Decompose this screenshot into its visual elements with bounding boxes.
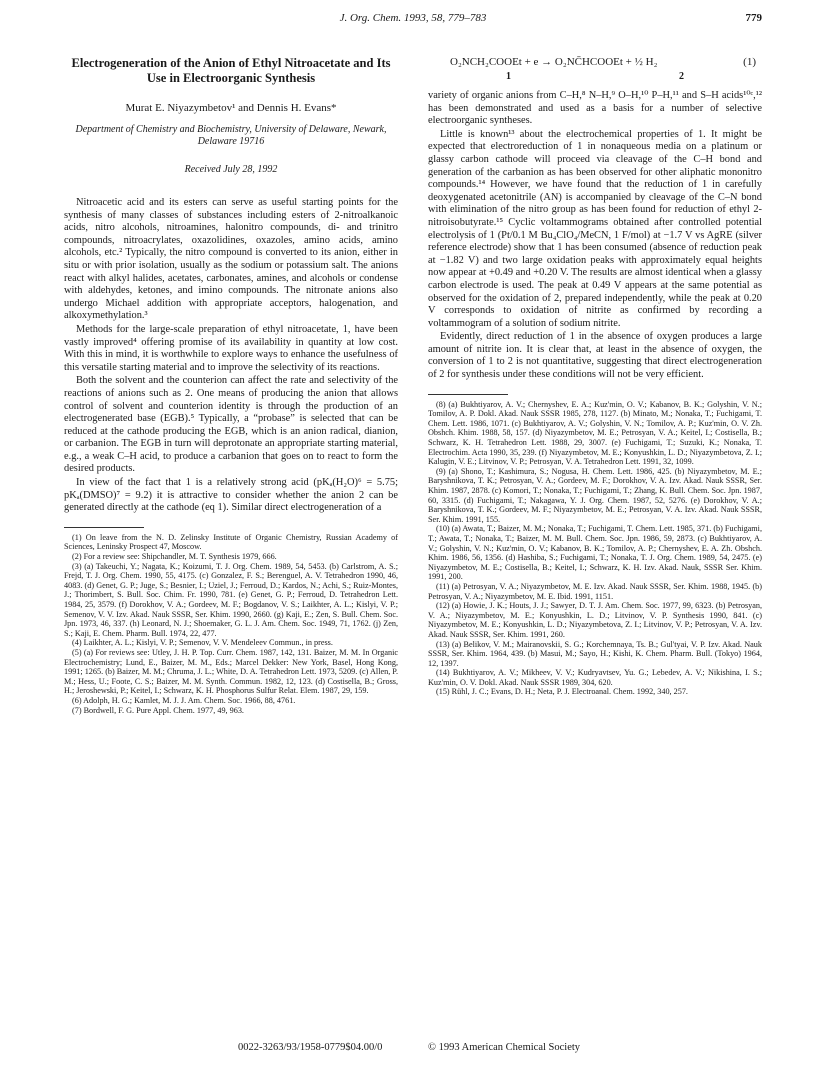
left-column <box>64 56 398 715</box>
article-title: Electrogeneration of the Anion of Ethyl Nitroacetate and Its Use in Electroorganic Synthesis <box>71 56 391 85</box>
compound-label-1: 1 <box>506 71 511 82</box>
footnote: (2) For a review see: Shipchandler, M. T. Synthesis 1979, 666. <box>72 552 277 562</box>
right-column <box>428 56 762 697</box>
footnote: (4) Laikhter, A. L.; Kislyi, V. P.; Semenov, V. V. Mendeleev Commun., in press. <box>72 638 333 648</box>
footnote: (14) Bukhtiyarov, A. V.; Mikheev, V. V.; Kudryavtsev, Yu. G.; Lebedev, A. V.; Nikishina, I. S.; Kuz'min, O. V. Dokl. Akad. Nauk SSSR 1989, 304, 620. <box>428 668 762 687</box>
footnote-divider <box>428 394 508 395</box>
equation-compound-labels <box>428 71 762 82</box>
right-body <box>428 90 762 382</box>
page-number: 779 <box>745 12 762 24</box>
author-affiliation: Department of Chemistry and Biochemistry, University of Delaware, Newark, Delaware 19716 <box>75 124 387 147</box>
footnote: (1) On leave from the N. D. Zelinsky Institute of Organic Chemistry, Russian Academy of Sciences, Leninsky Prospect 47, Moscow. <box>64 532 398 552</box>
footnote: (3) (a) Takeuchi, Y.; Nagata, K.; Koizumi, T. J. Org. Chem. 1989, 54, 5453. (b) Carlstrom, A. S.; Frejd, T. J. Org. Chem. 1990, 55, 4175. (c) Gonzalez, F. S.; Berenguel, A. V. Tetrahedron 1990, 46, 4083. (d) Genet, G. P.; Juge, S.; Besnier, I.; Uziel, J.; Ferroud, D.; Kardos, N.; Achi, S.; Ruiz-Montes, J.; Thorimbert, S. Bull. Soc. Chim. Fr. 1990, 781. (e) Genet, G. P.; Ferroud, D. Tetrahedron Lett. 1984, 25, 3579. (f) Dorokhov, V. A.; Gordeev, M. F.; Bogdanov, V. S.; Laikhter, A. L.; Kislyi, V. P.; Semenov, V. V. Izv. Akad. Nauk SSSR, Ser. Khim. 1990, 2660. (g) Kaji, E.; Zen, S. Bull. Chem. Soc. Jpn. 1973, 46, 337. (h) Leonard, N. J.; Shoemaker, G. L. J. Am. Chem. Soc. 1949, 71, 1762. (j) Zen, S.; Kaji, E. Chem. Pharm. Bull. 1974, 22, 477. <box>64 561 398 638</box>
footnote: (9) (a) Shono, T.; Kashimura, S.; Nogusa, H. Chem. Lett. 1986, 425. (b) Niyazymbetov, M. E.; Baryshnikova, T. K.; Petrosyan, V. A.; Gordeev, M. F.; Dorokhov, V. A. Izv. Akad. Nauk SSSR, Ser. Khim. 1987, 2878. (c) Komori, T.; Nonaka, T.; Fuchigami, T.; Zhang, K. Bull. Chem. Soc. Jpn. 1987, 60, 3315. (d) Fuchigami, T.; Nakagawa, Y. J. Org. Chem. 1987, 52, 5276. (e) Dorokhov, V. A.; Baryshnikova, T. K.; Gordeev, M. F.; Niyazymbetov, M. E.; Petrosyan, V. A. Izv. Akad. Nauk SSSR, Ser. Khim. 1991, 155. <box>428 466 762 524</box>
paragraph: Little is known¹³ about the electrochemical properties of 1. It might be expected that electroreduction of 1 in nonaqueous media on a platinum or glassy carbon cathode will proceed via cleavage of the C–H bond and generation of the carbanion as has been observed for other aliphatic mononitro compounds.¹⁴ However, we have found that the reduction of 1 in carefully deoxygenated acetonitrile (AN) is accompanied by cleavage of the C–N bond with elimination of the nitro group as has been found for reduction of ethyl 2-nitroisobutyrate.¹⁵ Cyclic voltammograms obtained after controlled potential electrolysis of 1 (Pt/0.1 M Bu₄ClO₄/MeCN, 1 F/mol) at −1.7 V vs AgRE (silver reference electrode) show that 1 has been consumed (absence of reduction peak at −1.82 V) and two large oxidation peaks with approximately equal heights now appear at +0.49 and +0.20 V. The results are almost identical when a glassy carbon electrode is used. The peak at 0.49 V appears at the same potential as observed for the oxidation of 2, prepared independently, while the peak at 0.20 V corresponds to oxidation of nitrite as confirmed by recording a voltammogram of a solution of sodium nitrite. <box>428 128 762 329</box>
footnote: (7) Bordwell, F. G. Pure Appl. Chem. 1977, 49, 963. <box>72 705 244 715</box>
footnote-divider <box>64 527 144 528</box>
footnote: (8) (a) Bukhtiyarov, A. V.; Chernyshev, E. A.; Kuz'min, O. V.; Kabanov, B. K.; Golyshin, V. N.; Tomilov, A. P. Dokl. Akad. Nauk SSSR 1985, 278, 1127. (b) Minato, M.; Nonaka, T.; Fuchigami, T. Chem. Lett. 1986, 1071. (c) Bukhtiyarov, A. V.; Golyshin, V. N.; Tomilov, A. P.; Kuz'min, O. V. Zh. Obshch. Khim. 1988, 58, 157. (d) Niyazymbetov, M. E.; Petrosyan, V. A.; Keitel, I.; Costisella, B.; Schwarz, K. H. Tetrahedron Lett. 1988, 29, 3007. (e) Fuchigami, T.; Suzuki, K.; Nonaka, T. Electrochim. Acta 1990, 35, 239. (f) Niyazymbetov, M. E.; Konyushkin, L. D.; Niyazymbetova, Z. I.; Kalugin, V. E.; Litvinov, V. P.; Petrosyan, V. A. Tetrahedron Lett. 1991, 32, 1099. <box>428 399 762 467</box>
footnote: (13) (a) Belikov, V. M.; Mairanovskii, S. G.; Korchemnaya, Ts. B.; Gul'tyai, V. P. Izv. Akad. Nauk SSSR, Ser. Khim. 1964, 439. (b) Masui, M.; Sayo, H.; Kishi, K. Chem. Pharm. Bull. (Tokyo) 1964, 12, 1397. <box>428 639 762 668</box>
footnote: (5) (a) For reviews see: Utley, J. H. P. Top. Curr. Chem. 1987, 142, 131. Baizer, M. M. In Organic Electrochemistry; Lund, E., Baizer, M. M., Eds.; Marcel Dekker: New York, Basel, Hong Kong, 1991; 1265. (b) Baizer, M. M.; Chruma, J. L.; White, D. A. Tetrahedron Lett. 1973, 5209. (c) Allen, P. M.; Hess, U.; Foote, C. S.; Baizer, M. M. Synth. Commun. 1982, 12, 123. (d) Costisella, B.; Gross, H.; Jeroshewski, P.; Keitel, I.; Schwarz, K. H. Phosphorus Sulfur Relat. Elem. 1987, 29, 159. <box>64 647 398 696</box>
paragraph: Both the solvent and the counterion can affect the rate and selectivity of the reactions of anions such as 2. One means of producing the anion that allows control of solvent and counterion identity is through the production of an electrogenerated base (EGB).⁵ Typically, a “probase” is selected that can be reduced at the cathode producing the EGB, which is an anion radical, dianion, or carbanion. The EGB in turn will deprotonate an appropriate starting material, e.g., a weak C–H acid, to produce a carbanion that goes on to react to form the desired products. <box>64 375 398 475</box>
equation-1 <box>428 56 762 69</box>
paragraph: variety of organic anions from C–H,⁸ N–H,⁹ O–H,¹⁰ P–H,¹¹ and S–H acids¹⁰ᶜ,¹² has been demonstrated and used as a basis for a number of selective electroorganic syntheses. <box>428 90 762 127</box>
paragraph: Nitroacetic acid and its esters can serve as useful starting points for the synthesis of many classes of substances including esters of 2-nitroalkanoic acids, nitro alcohols, nitroamines, halonitro compounds, di- and trinitro compounds, nitroacrylates, oxazolidines, oxazoles, amino acids, amino alcohols, etc.² Typically, the nitro compound is converted to its anion, either in situ or with prior isolation, usually as the sodium or potassium salt. The anions react with alkyl halides, acetates, carbonates, amines, and alcohols or condense with aldehydes, ketones, and imino compounds. The nitronate anions also undergo Michael addition with appropriate acceptors, halogenation, and alkoxymethylation.³ <box>64 197 398 322</box>
left-body <box>64 197 398 515</box>
equation-number: (1) <box>743 56 756 68</box>
footnote: (6) Adolph, H. G.; Kamlet, M. J. J. Am. Chem. Soc. 1966, 88, 4761. <box>72 695 296 705</box>
journal-citation: J. Org. Chem. 1993, 58, 779–783 <box>339 12 487 24</box>
footnote: (11) (a) Petrosyan, V. A.; Niyazymbetov, M. E. Izv. Akad. Nauk SSSR, Ser. Khim. 1988, 1945. (b) Petrosyan, V. A.; Niyazymbetov, M. E. Ibid. 1991, 1151. <box>428 581 762 601</box>
received-date: Received July 28, 1992 <box>184 164 278 175</box>
compound-label-2: 2 <box>679 71 684 82</box>
running-header <box>64 12 762 28</box>
footnote: (12) (a) Howie, J. K.; Houts, J. J.; Sawyer, D. T. J. Am. Chem. Soc. 1977, 99, 6323. (b) Petrosyan, V. A.; Niyazymbetov, M. E.; Konyushkin, L. D.; Litvinov, V. P. Synthesis 1990, 841. (c) Niyazymbetov, M. E.; Konyushkin, L. D.; Niyazymbetova, Z. I.; Litvinov, V. P.; Petrosyan, V. A. Izv. Akad. Nauk SSSR, Ser. Khim. 1991, 260. <box>428 601 762 639</box>
left-footnotes <box>64 533 398 715</box>
footnote: (15) Rühl, J. C.; Evans, D. H.; Neta, P. J. Electroanal. Chem. 1992, 340, 257. <box>436 687 688 697</box>
footnote: (10) (a) Awata, T.; Baizer, M. M.; Nonaka, T.; Fuchigami, T. Chem. Lett. 1985, 371. (b) Fuchigami, T.; Awata, T.; Nonaka, T.; Baizer, M. M. Bull. Chem. Soc. Jpn. 1986, 59, 2873. (c) Bukhtiyarov, A. V.; Golyshin, V. N.; Kuz'min, O. V.; Kabanov, B. K.; Tomilov, A. P.; Chernyshev, E. A. Zh. Obshch. Khim. 1986, 56, 1356. (d) Hashiba, S.; Fuchigami, T.; Nonaka, T. J. Org. Chem. 1989, 54, 2475. (e) Niyazymbetov, M. E.; Costisella, B.; Keitel, I.; Schwarz, K. H. Izv. Akad. Nauk, SSSR Ser. Khim. 1991, 200. <box>428 524 762 582</box>
issn-code: 0022-3263/93/1958-0779$04.00/0 <box>238 1042 383 1053</box>
equation-text: O₂NCH₂COOEt + e → O₂NC̄HCOOEt + ½ H₂ <box>450 56 658 68</box>
paragraph: In view of the fact that 1 is a relatively strong acid (pKₐ(H₂O)⁶ = 5.75; pKₐ(DMSO)⁷ = 9.2) it is attractive to consider whether the anion 2 can be generated directly at the cathode (eq 1). Similar direct electrogeneration of a <box>64 477 398 514</box>
paragraph: Methods for the large-scale preparation of ethyl nitroacetate, 1, have been vastly improved⁴ offering promise of its availability in quantity at low cost. With this in mind, it is worthwhile to explore ways to enhance the usefulness of this versatile starting material and to improve the selectivity of its reactions. <box>64 323 398 373</box>
article-authors: Murat E. Niyazymbetov¹ and Dennis H. Evans* <box>125 102 337 114</box>
copyright-notice: © 1993 American Chemical Society <box>428 1042 581 1053</box>
right-footnotes <box>428 400 762 697</box>
paragraph: Evidently, direct reduction of 1 in the absence of oxygen produces a large amount of nitrite ion. It is clear that, at least in the absence of oxygen, the conversion of 1 to 2 is not quantitative, suggesting that direct electrogeneration of 2 for synthesis under these conditions will not be very efficient. <box>428 331 762 381</box>
